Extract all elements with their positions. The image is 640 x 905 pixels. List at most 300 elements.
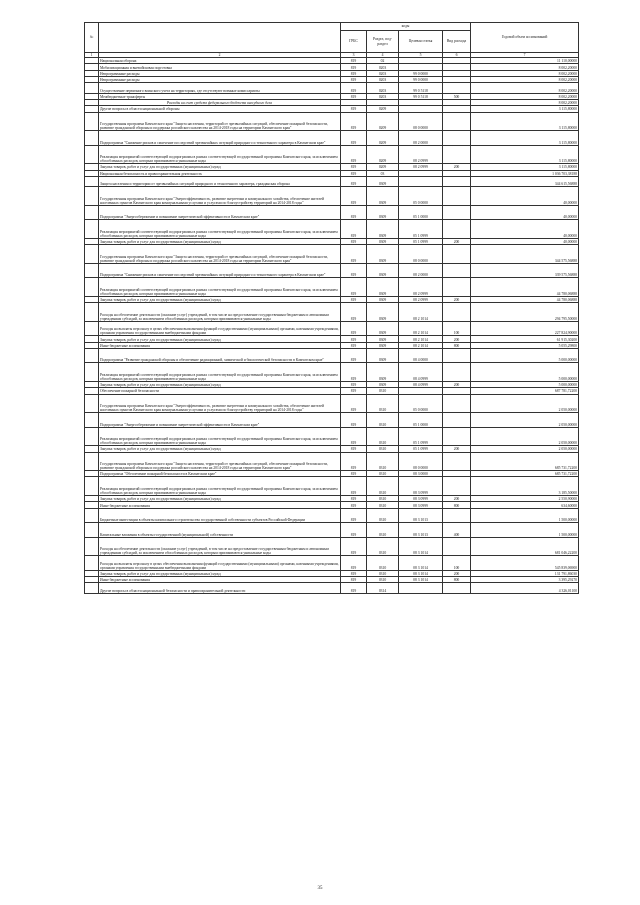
cell-razdel: 0310: [367, 496, 399, 502]
cell-expense-type: [443, 145, 471, 164]
cell-expense-type: [443, 477, 471, 496]
cell-expense-type: [443, 187, 471, 206]
cell-num: [85, 278, 99, 297]
cell-expense-type: [443, 112, 471, 131]
table-row: [85, 363, 579, 382]
cell-amount: 3 185,50000: [471, 477, 579, 496]
cell-grbs: 819: [341, 205, 367, 220]
cell-expense-type: [443, 413, 471, 428]
cell-amount: 8 002,20000: [471, 70, 579, 76]
cell-razdel: 0310: [367, 477, 399, 496]
budget-table: [84, 22, 579, 594]
cell-amount: 131 791,86030: [471, 570, 579, 576]
cell-grbs: 819: [341, 245, 367, 264]
cell-num: [85, 83, 99, 93]
cell-expense-type: [443, 220, 471, 239]
cell-name: Подпрограмма "Энергосбережение и повышение энергетической эффективности в Камчатском крае": [99, 413, 341, 428]
cell-name: Мобилизационная и вневойсковая подготовка: [99, 64, 341, 70]
cell-razdel: 0203: [367, 70, 399, 76]
cell-expense-type: [443, 83, 471, 93]
cell-razdel: 0209: [367, 112, 399, 131]
cell-expense-type: [443, 583, 471, 593]
cell-num: [85, 394, 99, 413]
cell-amount: 40,00000: [471, 220, 579, 239]
cell-name: Другие вопросы в области национальной обороны: [99, 106, 341, 112]
cell-razdel: 0309: [367, 176, 399, 186]
table-row: [85, 112, 579, 131]
cell-name: Бюджетные инвестиции в объекты капитального строительства государственной собственности субъектов Российской Федерации: [99, 508, 341, 523]
cell-amount: 2 550,90000: [471, 496, 579, 502]
cell-amount: 40,00000: [471, 205, 579, 220]
cell-expense-type: [443, 394, 471, 413]
cell-name: Государственная программа Камчатского края "Защита населения, территорий от чрезвычайных ситуаций, обеспечение пожарной безопасности, развитие гражданской обороны и поддержка российского казачества на 2014-2018 годы на территории Камчатского края": [99, 245, 341, 264]
cell-name: Расходы на выплаты персоналу в целях обеспечения выполнения функций государственными (муниципальными) органами, казенными учреждениями, органами управления государственными внебюджетными фондами: [99, 321, 341, 336]
cell-num: [85, 245, 99, 264]
cell-target-article: 99 0 5118: [399, 93, 443, 99]
cell-razdel: 0203: [367, 93, 399, 99]
cell-grbs: 819: [341, 70, 367, 76]
cell-grbs: 819: [341, 342, 367, 348]
cell-amount: 687 781,72200: [471, 388, 579, 394]
cell-name: Реализация мероприятий соответствующей подпрограммы в рамках соответствующей государственной программы Камчатского края, за исключением обособленных расходов, которым присваиваются уникальные коды: [99, 427, 341, 446]
cell-name: Государственная программа Камчатского края "Защита населения, территорий от чрезвычайных ситуаций, обеспечение пожарной безопасности, развитие гражданской обороны и поддержка российского казачества на 2014-2018 годы на территории Камчатского края": [99, 452, 341, 471]
cell-amount: 3 115,80000: [471, 131, 579, 146]
cell-razdel: 0310: [367, 388, 399, 394]
cell-expense-type: 400: [443, 523, 471, 538]
cell-num: [85, 303, 99, 322]
cell-expense-type: [443, 508, 471, 523]
cell-name: Расходы на обеспечение деятельности (оказание услуг) учреждений, в том числе на предоставление государственным бюджетным и автономным учреждениям субсидий, за исключением обособленных расходов, которым присваиваются уникальные коды: [99, 537, 341, 556]
cell-name: Межбюджетные трансферты: [99, 93, 341, 99]
cell-grbs: 819: [341, 263, 367, 278]
cell-amount: 8 002,20000: [471, 64, 579, 70]
cell-target-article: 08 2 1014: [399, 342, 443, 348]
cell-target-article: 05 1 0000: [399, 205, 443, 220]
cell-target-article: 08 2 1014: [399, 303, 443, 322]
cell-amount: 8 002,20000: [471, 93, 579, 99]
cell-target-article: 05 1 0999: [399, 220, 443, 239]
cell-grbs: 819: [341, 446, 367, 452]
cell-name: Подпрограмма "Развитие гражданской обороны и обеспечение радиационной, химической и биологической безопасности в Камчатском крае": [99, 348, 341, 363]
table-row: [85, 427, 579, 446]
cell-razdel: 0309: [367, 263, 399, 278]
cell-expense-type: 200: [443, 570, 471, 576]
cell-target-article: 05 1 0999: [399, 427, 443, 446]
table-row: [85, 413, 579, 428]
cell-razdel: 0310: [367, 427, 399, 446]
cell-grbs: 819: [341, 131, 367, 146]
cell-razdel: 0310: [367, 523, 399, 538]
cell-name: Подпрограмма "Снижение рисков и смягчение последствий чрезвычайных ситуаций природного и техногенного характера в Камчатском крае": [99, 131, 341, 146]
cell-amount: 3 115,80000: [471, 164, 579, 170]
cell-expense-type: 200: [443, 238, 471, 244]
cell-name: Другие вопросы в области национальной безопасности и правоохранительной деятельности: [99, 583, 341, 593]
cell-expense-type: [443, 348, 471, 363]
cell-amount: 634,60000: [471, 502, 579, 508]
cell-amount: 2 050,00000: [471, 413, 579, 428]
cell-num: [85, 348, 99, 363]
table-row: [85, 583, 579, 593]
cell-grbs: 819: [341, 583, 367, 593]
cell-num: [85, 413, 99, 428]
cell-target-article: 08 2 1014: [399, 321, 443, 336]
cell-amount: 3 395,29270: [471, 577, 579, 583]
table-row: [85, 220, 579, 239]
cell-name: Капитальные вложения в объекты государственной (муниципальной) собственности: [99, 523, 341, 538]
cell-target-article: 08 3 1014: [399, 570, 443, 576]
cell-grbs: 819: [341, 83, 367, 93]
cell-target-article: 08 3 1013: [399, 523, 443, 538]
cell-name: Иные бюджетные ассигнования: [99, 342, 341, 348]
table-row: [85, 187, 579, 206]
cell-grbs: 819: [341, 577, 367, 583]
cell-expense-type: [443, 537, 471, 556]
cell-name: Закупка товаров, работ и услуг для государственных (муниципальных) нужд: [99, 496, 341, 502]
header-amount: Годовой объем ассигнований: [471, 23, 579, 53]
cell-razdel: 0309: [367, 336, 399, 342]
cell-num: [85, 145, 99, 164]
cell-amount: 8 002,20000: [471, 83, 579, 93]
cell-target-article: 08 3 1013: [399, 508, 443, 523]
cell-amount: 5 000,00000: [471, 363, 579, 382]
cell-amount: 1 500,00000: [471, 523, 579, 538]
cell-name: Расходы на обеспечение деятельности (оказание услуг) учреждений, в том числе на предоставление государственным бюджетным и автономным учреждениям субсидий, за исключением обособленных расходов, которым присваиваются уникальные коды: [99, 303, 341, 322]
cell-amount: 8 002,20000: [471, 76, 579, 82]
header-vr: Вид расхода: [443, 31, 471, 53]
cell-grbs: 819: [341, 58, 367, 64]
cell-grbs: 819: [341, 336, 367, 342]
cell-num: [85, 187, 99, 206]
cell-num: [85, 220, 99, 239]
header-name: [99, 23, 341, 53]
cell-amount: 44 780,06888: [471, 278, 579, 297]
cell-target-article: [399, 176, 443, 186]
cell-razdel: 0310: [367, 537, 399, 556]
table-row: [85, 263, 579, 278]
cell-expense-type: 100: [443, 556, 471, 571]
cell-num: [85, 263, 99, 278]
cell-grbs: 819: [341, 452, 367, 471]
cell-name: Непрограммные расходы: [99, 70, 341, 76]
cell-expense-type: 200: [443, 336, 471, 342]
cell-grbs: 819: [341, 477, 367, 496]
table-row: [85, 83, 579, 93]
cell-amount: 3 115,80000: [471, 112, 579, 131]
cell-name: Защита населения и территории от чрезвычайных ситуаций природного и техногенного характера, гражданская оборона: [99, 176, 341, 186]
table-row: [85, 245, 579, 264]
cell-amount: 2 050,00000: [471, 394, 579, 413]
cell-razdel: 0309: [367, 342, 399, 348]
header-razdel: Раздел, под-раздел: [367, 31, 399, 53]
cell-razdel: 0314: [367, 583, 399, 593]
header-grbs: ГРБС: [341, 31, 367, 53]
cell-name: Реализация мероприятий соответствующей подпрограммы в рамках соответствующей государственной программы Камчатского края, за исключением обособленных расходов, которым присваиваются уникальные коды: [99, 145, 341, 164]
cell-num: [85, 176, 99, 186]
col-number: 5: [399, 53, 443, 58]
cell-amount: 1 036 703,38188: [471, 170, 579, 176]
cell-expense-type: [443, 176, 471, 186]
cell-name: Иные бюджетные ассигнования: [99, 502, 341, 508]
cell-num: [85, 131, 99, 146]
cell-razdel: 0203: [367, 83, 399, 93]
cell-grbs: 819: [341, 570, 367, 576]
cell-num: [85, 205, 99, 220]
cell-expense-type: [443, 278, 471, 297]
cell-num: [85, 508, 99, 523]
cell-amount: 4 326,01100: [471, 583, 579, 593]
cell-target-article: 05 1 0000: [399, 413, 443, 428]
cell-grbs: 819: [341, 502, 367, 508]
cell-razdel: 0310: [367, 413, 399, 428]
cell-num: [85, 523, 99, 538]
table-row: [85, 508, 579, 523]
table-row: [85, 131, 579, 146]
cell-target-article: 08 4 0000: [399, 348, 443, 363]
cell-amount: 545 839,06900: [471, 556, 579, 571]
cell-name: Реализация мероприятий соответствующей подпрограммы в рамках соответствующей государственной программы Камчатского края, за исключением обособленных расходов, которым присваиваются уникальные коды: [99, 220, 341, 239]
cell-num: [85, 321, 99, 336]
cell-razdel: 0310: [367, 556, 399, 571]
cell-grbs: 819: [341, 176, 367, 186]
cell-expense-type: 200: [443, 381, 471, 387]
cell-name: Закупка товаров, работ и услуг для государственных (муниципальных) нужд: [99, 238, 341, 244]
cell-amount: 5 000,00000: [471, 381, 579, 387]
cell-grbs: 819: [341, 321, 367, 336]
cell-amount: 5 055,29800: [471, 342, 579, 348]
cell-grbs: 819: [341, 145, 367, 164]
cell-expense-type: 800: [443, 502, 471, 508]
cell-grbs: 819: [341, 556, 367, 571]
cell-razdel: 02: [367, 58, 399, 64]
cell-name: Подпрограмма "Обеспечение пожарной безопасности в Камчатском крае": [99, 471, 341, 477]
cell-name: Государственная программа Камчатского края "Энергоэффективность, развитие энергетики и коммунального хозяйства, обеспечение жителей населенных пунктов Камчатского края коммунальными услугами и услугами по благоустройству территорий на 2014-2018 годы": [99, 394, 341, 413]
cell-grbs: 819: [341, 112, 367, 131]
cell-amount: 339 575,56888: [471, 263, 579, 278]
cell-grbs: 819: [341, 64, 367, 70]
cell-razdel: 0203: [367, 76, 399, 82]
cell-name: Подпрограмма "Энергосбережение и повышение энергетической эффективности в Камчатском крае": [99, 205, 341, 220]
header-codes: коды: [341, 23, 471, 31]
cell-amount: 3 115,80000: [471, 106, 579, 112]
cell-expense-type: 200: [443, 446, 471, 452]
cell-razdel: 0203: [367, 64, 399, 70]
header-num: №: [85, 23, 99, 53]
cell-expense-type: 500: [443, 93, 471, 99]
cell-grbs: 819: [341, 523, 367, 538]
cell-razdel: 0309: [367, 187, 399, 206]
cell-razdel: 0309: [367, 381, 399, 387]
cell-name: Иные бюджетные ассигнования: [99, 577, 341, 583]
cell-amount: 44 780,06888: [471, 296, 579, 302]
cell-amount: 2 050,00000: [471, 446, 579, 452]
cell-target-article: 08 2 0999: [399, 278, 443, 297]
cell-target-article: 99 0 0000: [399, 70, 443, 76]
cell-amount: 681 046,22200: [471, 537, 579, 556]
cell-razdel: 0309: [367, 205, 399, 220]
cell-amount: 685 731,72200: [471, 452, 579, 471]
cell-target-article: 99 0 0000: [399, 76, 443, 82]
cell-expense-type: [443, 205, 471, 220]
cell-razdel: 0310: [367, 508, 399, 523]
cell-amount: 3 115,80000: [471, 145, 579, 164]
cell-name: Расходы на выплаты персоналу в целях обеспечения выполнения функций государственными (муниципальными) органами, казенными учреждениями, органами управления государственными внебюджетными фондами: [99, 556, 341, 571]
cell-expense-type: [443, 131, 471, 146]
cell-grbs: 819: [341, 220, 367, 239]
cell-grbs: 819: [341, 76, 367, 82]
cell-name: Закупка товаров, работ и услуг для государственных (муниципальных) нужд: [99, 446, 341, 452]
cell-target-article: 08 3 1014: [399, 537, 443, 556]
cell-amount: 344 575,56888: [471, 245, 579, 264]
table-header: [85, 23, 579, 58]
cell-target-article: 08 2 1014: [399, 336, 443, 342]
cell-amount: 294 795,50000: [471, 303, 579, 322]
cell-razdel: 0309: [367, 238, 399, 244]
cell-razdel: 0309: [367, 303, 399, 322]
cell-num: [85, 427, 99, 446]
cell-razdel: 0309: [367, 321, 399, 336]
cell-target-article: 08 2 0000: [399, 263, 443, 278]
cell-target-article: 08 3 1014: [399, 556, 443, 571]
cell-amount: 40,00000: [471, 187, 579, 206]
cell-grbs: 819: [341, 381, 367, 387]
cell-name: Национальная безопасность и правоохранительная деятельность: [99, 170, 341, 176]
table-row: [85, 477, 579, 496]
cell-amount: 61 915,30200: [471, 336, 579, 342]
cell-num: [85, 537, 99, 556]
cell-name: Осуществление первичного воинского учета на территориях, где отсутствуют военные комиссариаты: [99, 83, 341, 93]
cell-amount: 227 824,90000: [471, 321, 579, 336]
cell-razdel: 0310: [367, 502, 399, 508]
cell-expense-type: 100: [443, 321, 471, 336]
cell-name: Обеспечение пожарной безопасности: [99, 388, 341, 394]
cell-grbs: 819: [341, 93, 367, 99]
cell-expense-type: [443, 303, 471, 322]
cell-target-article: 05 0 0000: [399, 394, 443, 413]
cell-target-article: 08 3 0999: [399, 496, 443, 502]
cell-name: Закупка товаров, работ и услуг для государственных (муниципальных) нужд: [99, 570, 341, 576]
table-body: [85, 58, 579, 594]
cell-grbs: 819: [341, 427, 367, 446]
table-row: [85, 348, 579, 363]
cell-razdel: 0310: [367, 394, 399, 413]
cell-grbs: 819: [341, 170, 367, 176]
cell-grbs: 819: [341, 388, 367, 394]
cell-target-article: 05 0 0000: [399, 187, 443, 206]
table-row: [85, 452, 579, 471]
cell-expense-type: 200: [443, 496, 471, 502]
cell-razdel: 0209: [367, 164, 399, 170]
cell-razdel: 0209: [367, 131, 399, 146]
cell-grbs: 819: [341, 238, 367, 244]
cell-target-article: [399, 583, 443, 593]
cell-name: Закупка товаров, работ и услуг для государственных (муниципальных) нужд: [99, 381, 341, 387]
cell-name: Подпрограмма "Снижение рисков и смягчение последствий чрезвычайных ситуаций природного и техногенного характера в Камчатском крае": [99, 263, 341, 278]
cell-name: Реализация мероприятий соответствующей подпрограммы в рамках соответствующей государственной программы Камчатского края, за исключением обособленных расходов, которым присваиваются уникальные коды: [99, 278, 341, 297]
cell-razdel: 0310: [367, 452, 399, 471]
cell-name: Закупка товаров, работ и услуг для государственных (муниципальных) нужд: [99, 296, 341, 302]
cell-razdel: 0309: [367, 296, 399, 302]
col-number: 1: [85, 53, 99, 58]
cell-amount: 11 110,00000: [471, 58, 579, 64]
cell-expense-type: [443, 263, 471, 278]
cell-grbs: 819: [341, 303, 367, 322]
cell-target-article: 08 3 1014: [399, 577, 443, 583]
cell-amount: 8 002,20000: [471, 99, 579, 105]
cell-amount: 1 500,00000: [471, 508, 579, 523]
cell-razdel: 0209: [367, 145, 399, 164]
cell-expense-type: [443, 427, 471, 446]
cell-razdel: 0309: [367, 363, 399, 382]
cell-razdel: 0310: [367, 570, 399, 576]
cell-target-article: 08 2 0999: [399, 164, 443, 170]
table-row: [85, 523, 579, 538]
cell-num: [85, 556, 99, 571]
table-row: [85, 321, 579, 336]
table-row: [85, 145, 579, 164]
cell-name: Закупка товаров, работ и услуг для государственных (муниципальных) нужд: [99, 336, 341, 342]
cell-target-article: 08 0 0000: [399, 452, 443, 471]
cell-razdel: 0209: [367, 106, 399, 112]
cell-target-article: 08 4 0999: [399, 381, 443, 387]
cell-name: Государственная программа Камчатского края "Энергоэффективность, развитие энергетики и коммунального хозяйства, обеспечение жителей населенных пунктов Камчатского края коммунальными услугами и услугами по благоустройству территорий на 2014-2018 годы": [99, 187, 341, 206]
cell-target-article: 08 3 0999: [399, 502, 443, 508]
cell-target-article: 08 2 0999: [399, 296, 443, 302]
col-number: 4: [367, 53, 399, 58]
table-row: [85, 556, 579, 571]
cell-amount: 685 731,72200: [471, 471, 579, 477]
cell-target-article: 08 2 0999: [399, 145, 443, 164]
cell-target-article: 08 0 0000: [399, 112, 443, 131]
table-row: [85, 205, 579, 220]
col-number: 2: [99, 53, 341, 58]
cell-target-article: 08 4 0999: [399, 363, 443, 382]
cell-target-article: 08 3 0000: [399, 471, 443, 477]
cell-razdel: 0309: [367, 245, 399, 264]
cell-name: Непрограммные расходы: [99, 76, 341, 82]
cell-name: Закупка товаров, работ и услуг для государственных (муниципальных) нужд: [99, 164, 341, 170]
cell-grbs: 819: [341, 537, 367, 556]
header-csr: Целевая статья: [399, 31, 443, 53]
cell-name: Государственная программа Камчатского края "Защита населения, территорий от чрезвычайных ситуаций, обеспечение пожарной безопасности, развитие гражданской обороны и поддержка российского казачества на 2014-2018 годы на территории Камчатского края": [99, 112, 341, 131]
cell-num: [85, 452, 99, 471]
col-number: 7: [471, 53, 579, 58]
cell-amount: 40,00000: [471, 238, 579, 244]
cell-grbs: 819: [341, 413, 367, 428]
cell-name: Расходы на счет средств федерального бюджета внесудного дела: [99, 99, 341, 105]
cell-amount: 5 000,00000: [471, 348, 579, 363]
cell-name: Национальная оборона: [99, 58, 341, 64]
cell-grbs: 819: [341, 296, 367, 302]
cell-name: Реализация мероприятий соответствующей подпрограммы в рамках соответствующей государственной программы Камчатского края, за исключением обособленных расходов, которым присваиваются уникальные коды: [99, 477, 341, 496]
cell-num: [85, 583, 99, 593]
cell-razdel: 03: [367, 170, 399, 176]
cell-grbs: 819: [341, 508, 367, 523]
cell-expense-type: 200: [443, 164, 471, 170]
table-row: [85, 278, 579, 297]
page-number: 35: [317, 886, 323, 891]
cell-expense-type: [443, 245, 471, 264]
cell-razdel: 0310: [367, 471, 399, 477]
cell-target-article: 05 1 0999: [399, 238, 443, 244]
cell-grbs: 819: [341, 164, 367, 170]
cell-grbs: 819: [341, 363, 367, 382]
cell-expense-type: [443, 452, 471, 471]
cell-grbs: 819: [341, 471, 367, 477]
table-row: [85, 176, 579, 186]
cell-razdel: 0309: [367, 348, 399, 363]
cell-razdel: 0310: [367, 446, 399, 452]
cell-num: [85, 477, 99, 496]
